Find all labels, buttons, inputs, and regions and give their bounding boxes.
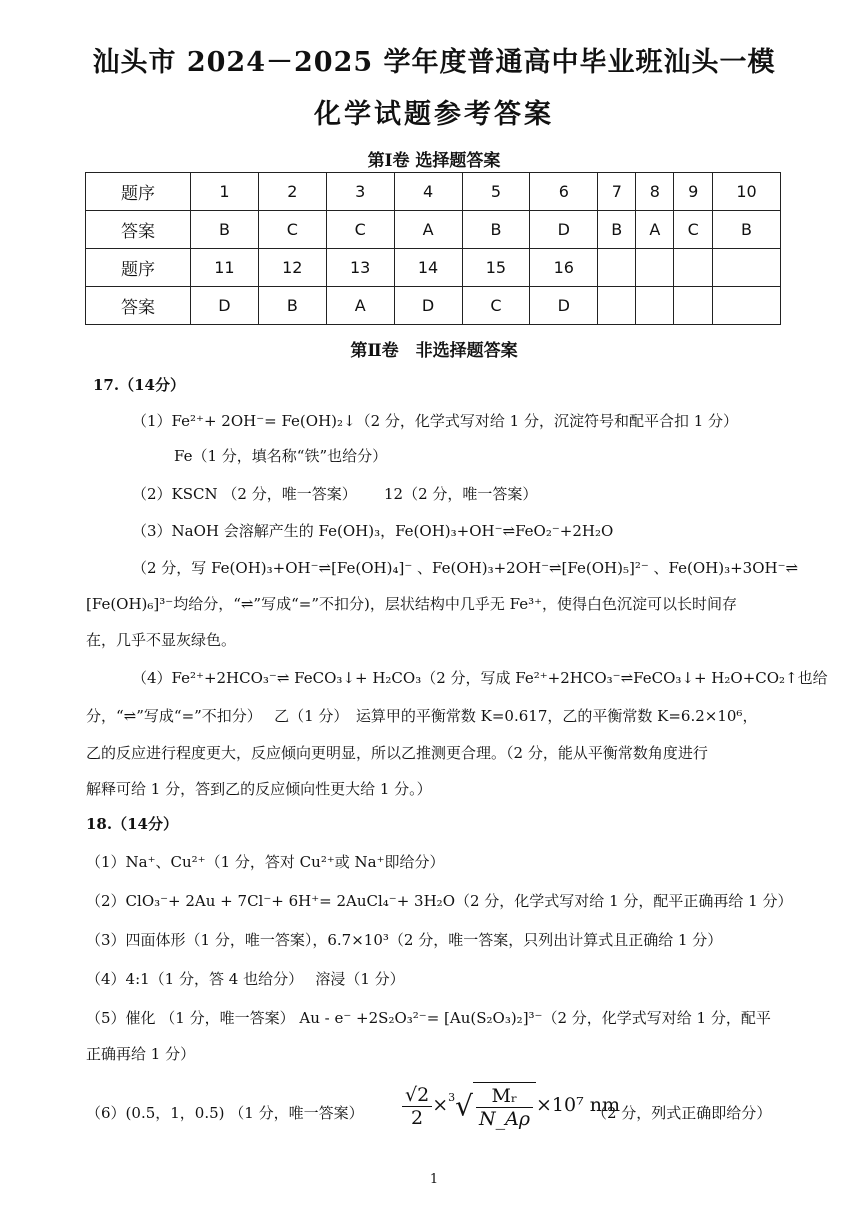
- formula-denominator: 2: [411, 1106, 424, 1129]
- formula-tail: ×10⁷ nm: [536, 1094, 621, 1116]
- table-cell: C: [462, 287, 530, 325]
- formula-numerator: √2: [402, 1084, 432, 1107]
- q17-line-2: Fe（1 分，填名称“铁”也给分）: [174, 447, 388, 465]
- table-cell: [598, 287, 636, 325]
- row-label: 题序: [86, 173, 191, 211]
- table-cell: B: [598, 211, 636, 249]
- table-cell: D: [191, 287, 259, 325]
- table-cell: A: [326, 287, 394, 325]
- formula-na-rho: N_Aρ: [478, 1108, 530, 1130]
- q18-line-2: （2）ClO₃⁻+ 2Au + 7Cl⁻+ 6H⁺= 2AuCl₄⁻+ 3H₂O（2 分，化学式写对给 1 分，配平正确再给 1 分）: [86, 892, 793, 910]
- formula-fraction-sqrt2-over-2: [402, 1084, 432, 1129]
- q17-line-8: （4）Fe²⁺+2HCO₃⁻⇌ FeCO₃↓+ H₂CO₃（2 分，写成 Fe²⁺+2HCO₃⁻⇌FeCO₃↓+ H₂O+CO₂↑也给: [132, 669, 828, 687]
- table-cell: [713, 249, 781, 287]
- table-cell: 5: [462, 173, 530, 211]
- answer-table-row: [86, 249, 781, 287]
- table-cell: [636, 287, 674, 325]
- q17-line-1: （1）Fe²⁺+ 2OH⁻= Fe(OH)₂↓（2 分，化学式写对给 1 分，沉淀符号和配平合扣 1 分）: [132, 412, 739, 430]
- table-cell: 6: [530, 173, 598, 211]
- q18-line-4: （4）4:1（1 分，答 4 也给分） 溶浸（1 分）: [86, 970, 405, 988]
- q17-line-3: （2）KSCN （2 分，唯一答案） 12（2 分，唯一答案）: [132, 485, 538, 503]
- radical-icon: √: [455, 1089, 473, 1123]
- row-label: 答案: [86, 287, 191, 325]
- table-cell: 7: [598, 173, 636, 211]
- table-cell: C: [674, 211, 713, 249]
- table-cell: A: [636, 211, 674, 249]
- q18-line-7: （6）(0.5，1，0.5) （1 分，唯一答案）: [86, 1104, 364, 1122]
- table-cell: A: [394, 211, 462, 249]
- table-cell: 13: [326, 249, 394, 287]
- q18-line-6: 正确再给 1 分）: [86, 1045, 196, 1063]
- q17-line-5: （2 分，写 Fe(OH)₃+OH⁻⇌[Fe(OH)₄]⁻ 、Fe(OH)₃+2OH⁻⇌[Fe(OH)₅]²⁻ 、Fe(OH)₃+3OH⁻⇌: [132, 559, 799, 577]
- table-cell: C: [258, 211, 326, 249]
- row-label: 题序: [86, 249, 191, 287]
- table-cell: 14: [394, 249, 462, 287]
- lattice-formula: [402, 1082, 620, 1130]
- answer-table-row: [86, 173, 781, 211]
- table-cell: [674, 287, 713, 325]
- formula-times: ×: [432, 1094, 449, 1116]
- table-cell: D: [530, 211, 598, 249]
- table-cell: [598, 249, 636, 287]
- formula-radicand: [473, 1082, 536, 1130]
- table-cell: 1: [191, 173, 259, 211]
- table-cell: 11: [191, 249, 259, 287]
- table-cell: [713, 287, 781, 325]
- table-cell: B: [191, 211, 259, 249]
- formula-mr: Mᵣ: [476, 1085, 533, 1108]
- q17-line-11: 解释可给 1 分，答到乙的反应倾向性更大给 1 分。）: [86, 780, 432, 798]
- table-cell: 8: [636, 173, 674, 211]
- row-label: 答案: [86, 211, 191, 249]
- q17-heading: 17.（14分）: [93, 376, 185, 394]
- table-cell: B: [258, 287, 326, 325]
- q18-line-7-tail: （2 分，列式正确即给分）: [592, 1104, 772, 1122]
- answer-table: [85, 172, 781, 325]
- table-cell: B: [462, 211, 530, 249]
- answer-table-row: [86, 287, 781, 325]
- table-cell: B: [713, 211, 781, 249]
- table-cell: 9: [674, 173, 713, 211]
- table-cell: 3: [326, 173, 394, 211]
- page-number: 1: [429, 1172, 439, 1187]
- table-cell: 2: [258, 173, 326, 211]
- table-cell: 15: [462, 249, 530, 287]
- q17-line-9: 分，“⇌”写成“=”不扣分） 乙（1 分） 运算甲的平衡常数 K=0.617，乙的平衡常数 K=6.2×10⁶，: [86, 707, 758, 725]
- q18-line-1: （1）Na⁺、Cu²⁺（1 分，答对 Cu²⁺或 Na⁺即给分）: [86, 853, 445, 871]
- section1-title: 第Ⅰ卷 选择题答案: [367, 151, 501, 171]
- table-cell: D: [530, 287, 598, 325]
- table-cell: 16: [530, 249, 598, 287]
- section2-title: 第Ⅱ卷 非选择题答案: [350, 341, 518, 361]
- formula-root-index: 3: [448, 1091, 456, 1104]
- table-cell: 10: [713, 173, 781, 211]
- table-cell: [674, 249, 713, 287]
- document-title: 汕头市 2024－2025 学年度普通高中毕业班汕头一模: [92, 47, 776, 78]
- q17-line-4: （3）NaOH 会溶解产生的 Fe(OH)₃，Fe(OH)₃+OH⁻⇌FeO₂⁻+2H₂O: [132, 522, 614, 540]
- q18-heading: 18.（14分）: [86, 815, 178, 833]
- table-cell: [636, 249, 674, 287]
- q17-line-6: [Fe(OH)₆]³⁻均给分，“⇌”写成“=”不扣分)，层状结构中几乎无 Fe³⁺，使得白色沉淀可以长时间存: [86, 595, 738, 613]
- q18-line-3: （3）四面体形（1 分，唯一答案），6.7×10³（2 分，唯一答案，只列出计算式且正确给 1 分）: [86, 931, 723, 949]
- table-cell: C: [326, 211, 394, 249]
- q18-line-5: （5）催化 （1 分，唯一答案） Au - e⁻ +2S₂O₃²⁻= [Au(S₂O₃)₂]³⁻（2 分，化学式写对给 1 分，配平: [86, 1009, 771, 1027]
- table-cell: 12: [258, 249, 326, 287]
- q17-line-10: 乙的反应进行程度更大，反应倾向更明显，所以乙推测更合理。（2 分，能从平衡常数角度进行: [86, 744, 708, 762]
- document-subtitle: 化学试题参考答案: [314, 99, 554, 130]
- answer-table-row: [86, 211, 781, 249]
- table-cell: D: [394, 287, 462, 325]
- q17-line-7: 在，几乎不显灰绿色。: [86, 631, 237, 649]
- table-cell: 4: [394, 173, 462, 211]
